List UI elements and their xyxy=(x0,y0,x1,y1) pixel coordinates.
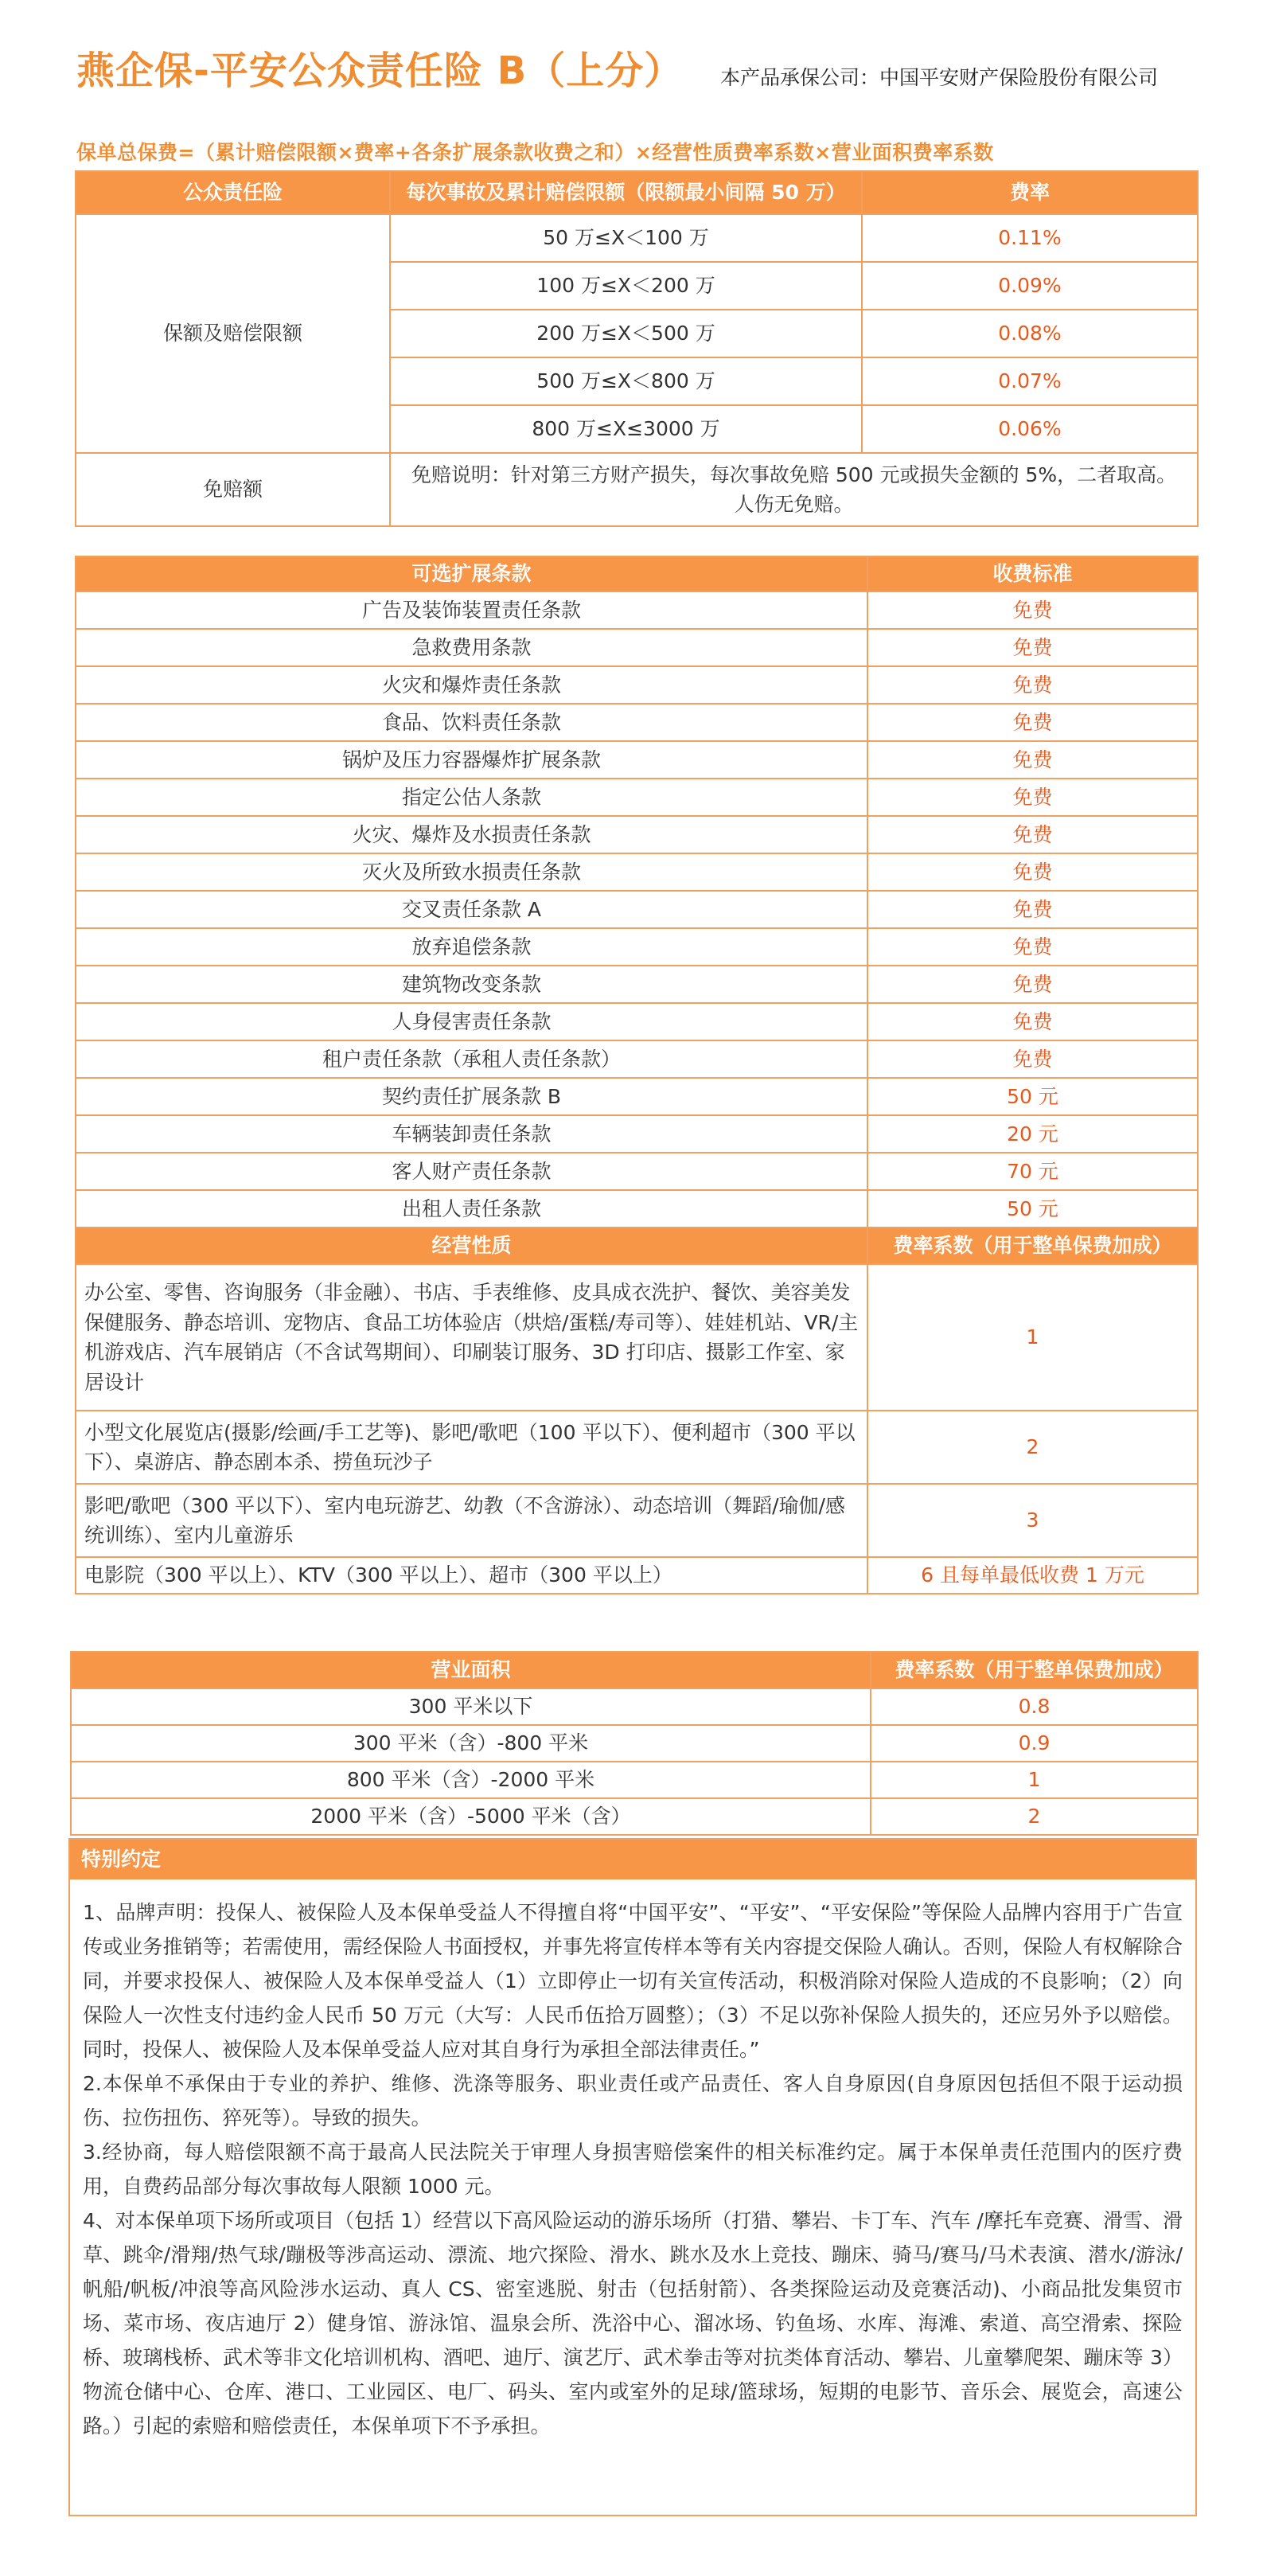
area-table xyxy=(70,1651,1199,1836)
special-agreements xyxy=(68,1838,1197,2516)
extensions-table xyxy=(75,556,1199,1594)
extension-fee: 50 元 xyxy=(867,1078,1198,1115)
area-coef: 0.9 xyxy=(871,1725,1198,1762)
business-coef: 2 xyxy=(867,1411,1198,1484)
table-row xyxy=(76,1153,1198,1190)
extension-fee: 免费 xyxy=(867,1040,1198,1078)
special-clause-2: 2.本保单不承保由于专业的养护、维修、洗涤等服务、职业责任或产品责任、客人自身原因(自身原因包括但不限于运动损伤、拉伤扭伤、猝死等）。导致的损失。 xyxy=(83,2072,1183,2129)
extension-fee: 免费 xyxy=(867,629,1198,666)
extension-clause: 租户责任条款（承租人责任条款） xyxy=(76,1040,867,1078)
limit-range: 100 万≤X＜200 万 xyxy=(390,262,862,310)
table-row xyxy=(76,928,1198,966)
area-range: 300 平米以下 xyxy=(71,1688,871,1725)
table-row xyxy=(71,1798,1198,1835)
table-row xyxy=(76,1484,1198,1557)
limits-group-label: 保额及赔偿限额 xyxy=(76,214,390,453)
table-row xyxy=(76,779,1198,816)
deductible-text-line-2: 人伤无免赔。 xyxy=(734,493,854,516)
table-row xyxy=(76,591,1198,629)
special-clause-3: 3.经协商，每人赔偿限额不高于最高人民法院关于审理人身损害赔偿案件的相关标准约定。属于本保单责任范围内的医疗费用，自费药品部分每次事故每人限额 1000 元。 xyxy=(83,2141,1183,2198)
area-range: 300 平米（含）-800 平米 xyxy=(71,1725,871,1762)
extension-clause: 车辆装卸责任条款 xyxy=(76,1115,867,1153)
extension-clause: 出租人责任条款 xyxy=(76,1190,867,1228)
limit-rate: 0.07% xyxy=(862,357,1198,405)
extension-fee: 免费 xyxy=(867,741,1198,779)
extension-fee: 免费 xyxy=(867,966,1198,1003)
area-range: 800 平米（含）-2000 平米 xyxy=(71,1762,871,1798)
extension-fee: 免费 xyxy=(867,779,1198,816)
limit-range: 500 万≤X＜800 万 xyxy=(390,357,862,405)
extension-clause: 放弃追偿条款 xyxy=(76,928,867,966)
table-row xyxy=(76,1557,1198,1594)
deductible-text-line-1: 免赔说明：针对第三方财产损失，每次事故免赔 500 元或损失金额的 5%，二者取高。 xyxy=(411,463,1177,486)
area-coef: 0.8 xyxy=(871,1688,1198,1725)
table-row xyxy=(76,891,1198,928)
table-row xyxy=(76,704,1198,741)
table-row xyxy=(76,1115,1198,1153)
extension-fee: 免费 xyxy=(867,1003,1198,1040)
business-coef: 1 xyxy=(867,1264,1198,1411)
extension-fee: 免费 xyxy=(867,816,1198,853)
extension-fee: 免费 xyxy=(867,928,1198,966)
table-row xyxy=(76,1190,1198,1228)
extension-clause: 食品、饮料责任条款 xyxy=(76,704,867,741)
table-row xyxy=(71,1725,1198,1762)
business-header-nature: 经营性质 xyxy=(76,1228,867,1264)
business-header-coef: 费率系数（用于整单保费加成） xyxy=(867,1228,1198,1264)
extension-clause: 火灾、爆炸及水损责任条款 xyxy=(76,816,867,853)
limit-rate: 0.08% xyxy=(862,310,1198,357)
deductible-text xyxy=(390,453,1198,526)
area-header: 营业面积 xyxy=(71,1652,871,1688)
limits-header-rate: 费率 xyxy=(862,171,1198,214)
extensions-header-clause: 可选扩展条款 xyxy=(76,556,867,591)
extension-clause: 建筑物改变条款 xyxy=(76,966,867,1003)
limit-rate: 0.09% xyxy=(862,262,1198,310)
table-row xyxy=(76,1003,1198,1040)
deductible-label: 免赔额 xyxy=(76,453,390,526)
limit-rate: 0.11% xyxy=(862,214,1198,262)
table-row xyxy=(76,966,1198,1003)
area-range: 2000 平米（含）-5000 平米（含） xyxy=(71,1798,871,1835)
extension-fee: 20 元 xyxy=(867,1115,1198,1153)
business-nature: 影吧/歌吧（300 平以下）、室内电玩游艺、幼教（不含游泳）、动态培训（舞蹈/瑜伽/感统训练）、室内儿童游乐 xyxy=(76,1484,867,1557)
extension-clause: 灭火及所致水损责任条款 xyxy=(76,853,867,891)
extension-clause: 客人财产责任条款 xyxy=(76,1153,867,1190)
special-agreements-body xyxy=(70,1879,1195,2443)
extension-clause: 火灾和爆炸责任条款 xyxy=(76,666,867,704)
limit-range: 800 万≤X≤3000 万 xyxy=(390,405,862,453)
business-nature: 办公室、零售、咨询服务（非金融）、书店、手表维修、皮具成衣洗护、餐饮、美容美发保健服务、静态培训、宠物店、食品工坊体验店（烘焙/蛋糕/寿司等）、娃娃机站、VR/主机游戏店、汽车展销店（不含试驾期间）、印刷装订服务、3D 打印店、摄影工作室、家居设计 xyxy=(76,1264,867,1411)
premium-formula: 保单总保费=（累计赔偿限额×费率+各条扩展条款收费之和）×经营性质费率系数×营业面积费率系数 xyxy=(76,141,994,164)
limit-range: 200 万≤X＜500 万 xyxy=(390,310,862,357)
table-row xyxy=(76,1040,1198,1078)
extension-fee: 免费 xyxy=(867,591,1198,629)
limits-header-limit: 每次事故及累计赔偿限额（限额最小间隔 50 万） xyxy=(390,171,862,214)
business-coef: 3 xyxy=(867,1484,1198,1557)
limit-rate: 0.06% xyxy=(862,405,1198,453)
table-row xyxy=(76,1411,1198,1484)
extension-fee: 免费 xyxy=(867,704,1198,741)
extension-clause: 广告及装饰装置责任条款 xyxy=(76,591,867,629)
business-coef: 6 且每单最低收费 1 万元 xyxy=(867,1557,1198,1594)
special-clause-4: 4、对本保单项下场所或项目（包括 1）经营以下高风险运动的游乐场所（打猎、攀岩、卡丁车、汽车 /摩托车竞赛、滑雪、滑草、跳伞/滑翔/热气球/蹦极等涉高运动、漂流、地穴探险、滑水、跳水及水上竞技、蹦床、骑马/赛马/马术表演、潜水/游泳/帆船/帆板/冲浪等高风险涉水运动、真人 CS、密室逃脱、射击（包括射箭）、各类探险运动及竞赛活动)、小商品批发集贸市场、菜市场、夜店迪厅 2）健身馆、游泳馆、温泉会所、洗浴中心、溜冰场、钓鱼场、水库、海滩、索道、高空滑索、探险桥、玻璃栈桥、武术等非文化培训机构、酒吧、迪厅、演艺厅、武术拳击等对抗类体育活动、攀岩、儿童攀爬架、蹦床等 3）物流仓储中心、仓库、港口、工业园区、电厂、码头、室内或室外的足球/篮球场，短期的电影节、音乐会、展览会，高速公路。）引起的索赔和赔偿责任，本保单项下不予承担。 xyxy=(83,2209,1183,2437)
table-row xyxy=(76,453,1198,526)
extension-fee: 50 元 xyxy=(867,1190,1198,1228)
extension-clause: 锅炉及压力容器爆炸扩展条款 xyxy=(76,741,867,779)
area-coef-header: 费率系数（用于整单保费加成） xyxy=(871,1652,1198,1688)
business-nature: 小型文化展览店(摄影/绘画/手工艺等)、影吧/歌吧（100 平以下）、便利超市（300 平以下）、桌游店、静态剧本杀、捞鱼玩沙子 xyxy=(76,1411,867,1484)
area-coef: 1 xyxy=(871,1762,1198,1798)
special-agreements-title: 特别约定 xyxy=(70,1840,1195,1879)
table-row xyxy=(76,1078,1198,1115)
extension-fee: 免费 xyxy=(867,853,1198,891)
extension-clause: 人身侵害责任条款 xyxy=(76,1003,867,1040)
table-row xyxy=(71,1688,1198,1725)
table-row xyxy=(76,214,1198,262)
table-row xyxy=(76,629,1198,666)
table-row xyxy=(76,666,1198,704)
extension-clause: 交叉责任条款 A xyxy=(76,891,867,928)
extension-fee: 免费 xyxy=(867,891,1198,928)
table-row xyxy=(71,1762,1198,1798)
extension-clause: 契约责任扩展条款 B xyxy=(76,1078,867,1115)
business-nature: 电影院（300 平以上）、KTV（300 平以上）、超市（300 平以上） xyxy=(76,1557,867,1594)
insurer-note: 本产品承保公司：中国平安财产保险股份有限公司 xyxy=(720,66,1159,89)
page-title: 燕企保-平安公众责任险 B（上分） xyxy=(76,49,684,93)
limits-table xyxy=(75,170,1199,527)
special-clause-1: 1、品牌声明：投保人、被保险人及本保单受益人不得擅自将“中国平安”、“平安”、“平安保险”等保险人品牌内容用于广告宣传或业务推销等；若需使用，需经保险人书面授权，并事先将宣传样本等有关内容提交保险人确认。否则，保险人有权解除合同，并要求投保人、被保险人及本保单受益人（1）立即停止一切有关宣传活动，积极消除对保险人造成的不良影响；（2）向保险人一次性支付违约金人民币 50 万元（大写：人民币伍拾万圆整）；（3）不足以弥补保险人损失的，还应另外予以赔偿。同时，投保人、被保险人及本保单受益人应对其自身行为承担全部法律责任。” xyxy=(83,1901,1183,2061)
extensions-header-fee: 收费标准 xyxy=(867,556,1198,591)
extension-fee: 免费 xyxy=(867,666,1198,704)
extension-fee: 70 元 xyxy=(867,1153,1198,1190)
table-row xyxy=(76,741,1198,779)
table-row xyxy=(76,853,1198,891)
extension-clause: 指定公估人条款 xyxy=(76,779,867,816)
limits-header-coverage: 公众责任险 xyxy=(76,171,390,214)
table-row xyxy=(76,1264,1198,1411)
table-row xyxy=(76,816,1198,853)
area-coef: 2 xyxy=(871,1798,1198,1835)
extension-clause: 急救费用条款 xyxy=(76,629,867,666)
limit-range: 50 万≤X＜100 万 xyxy=(390,214,862,262)
